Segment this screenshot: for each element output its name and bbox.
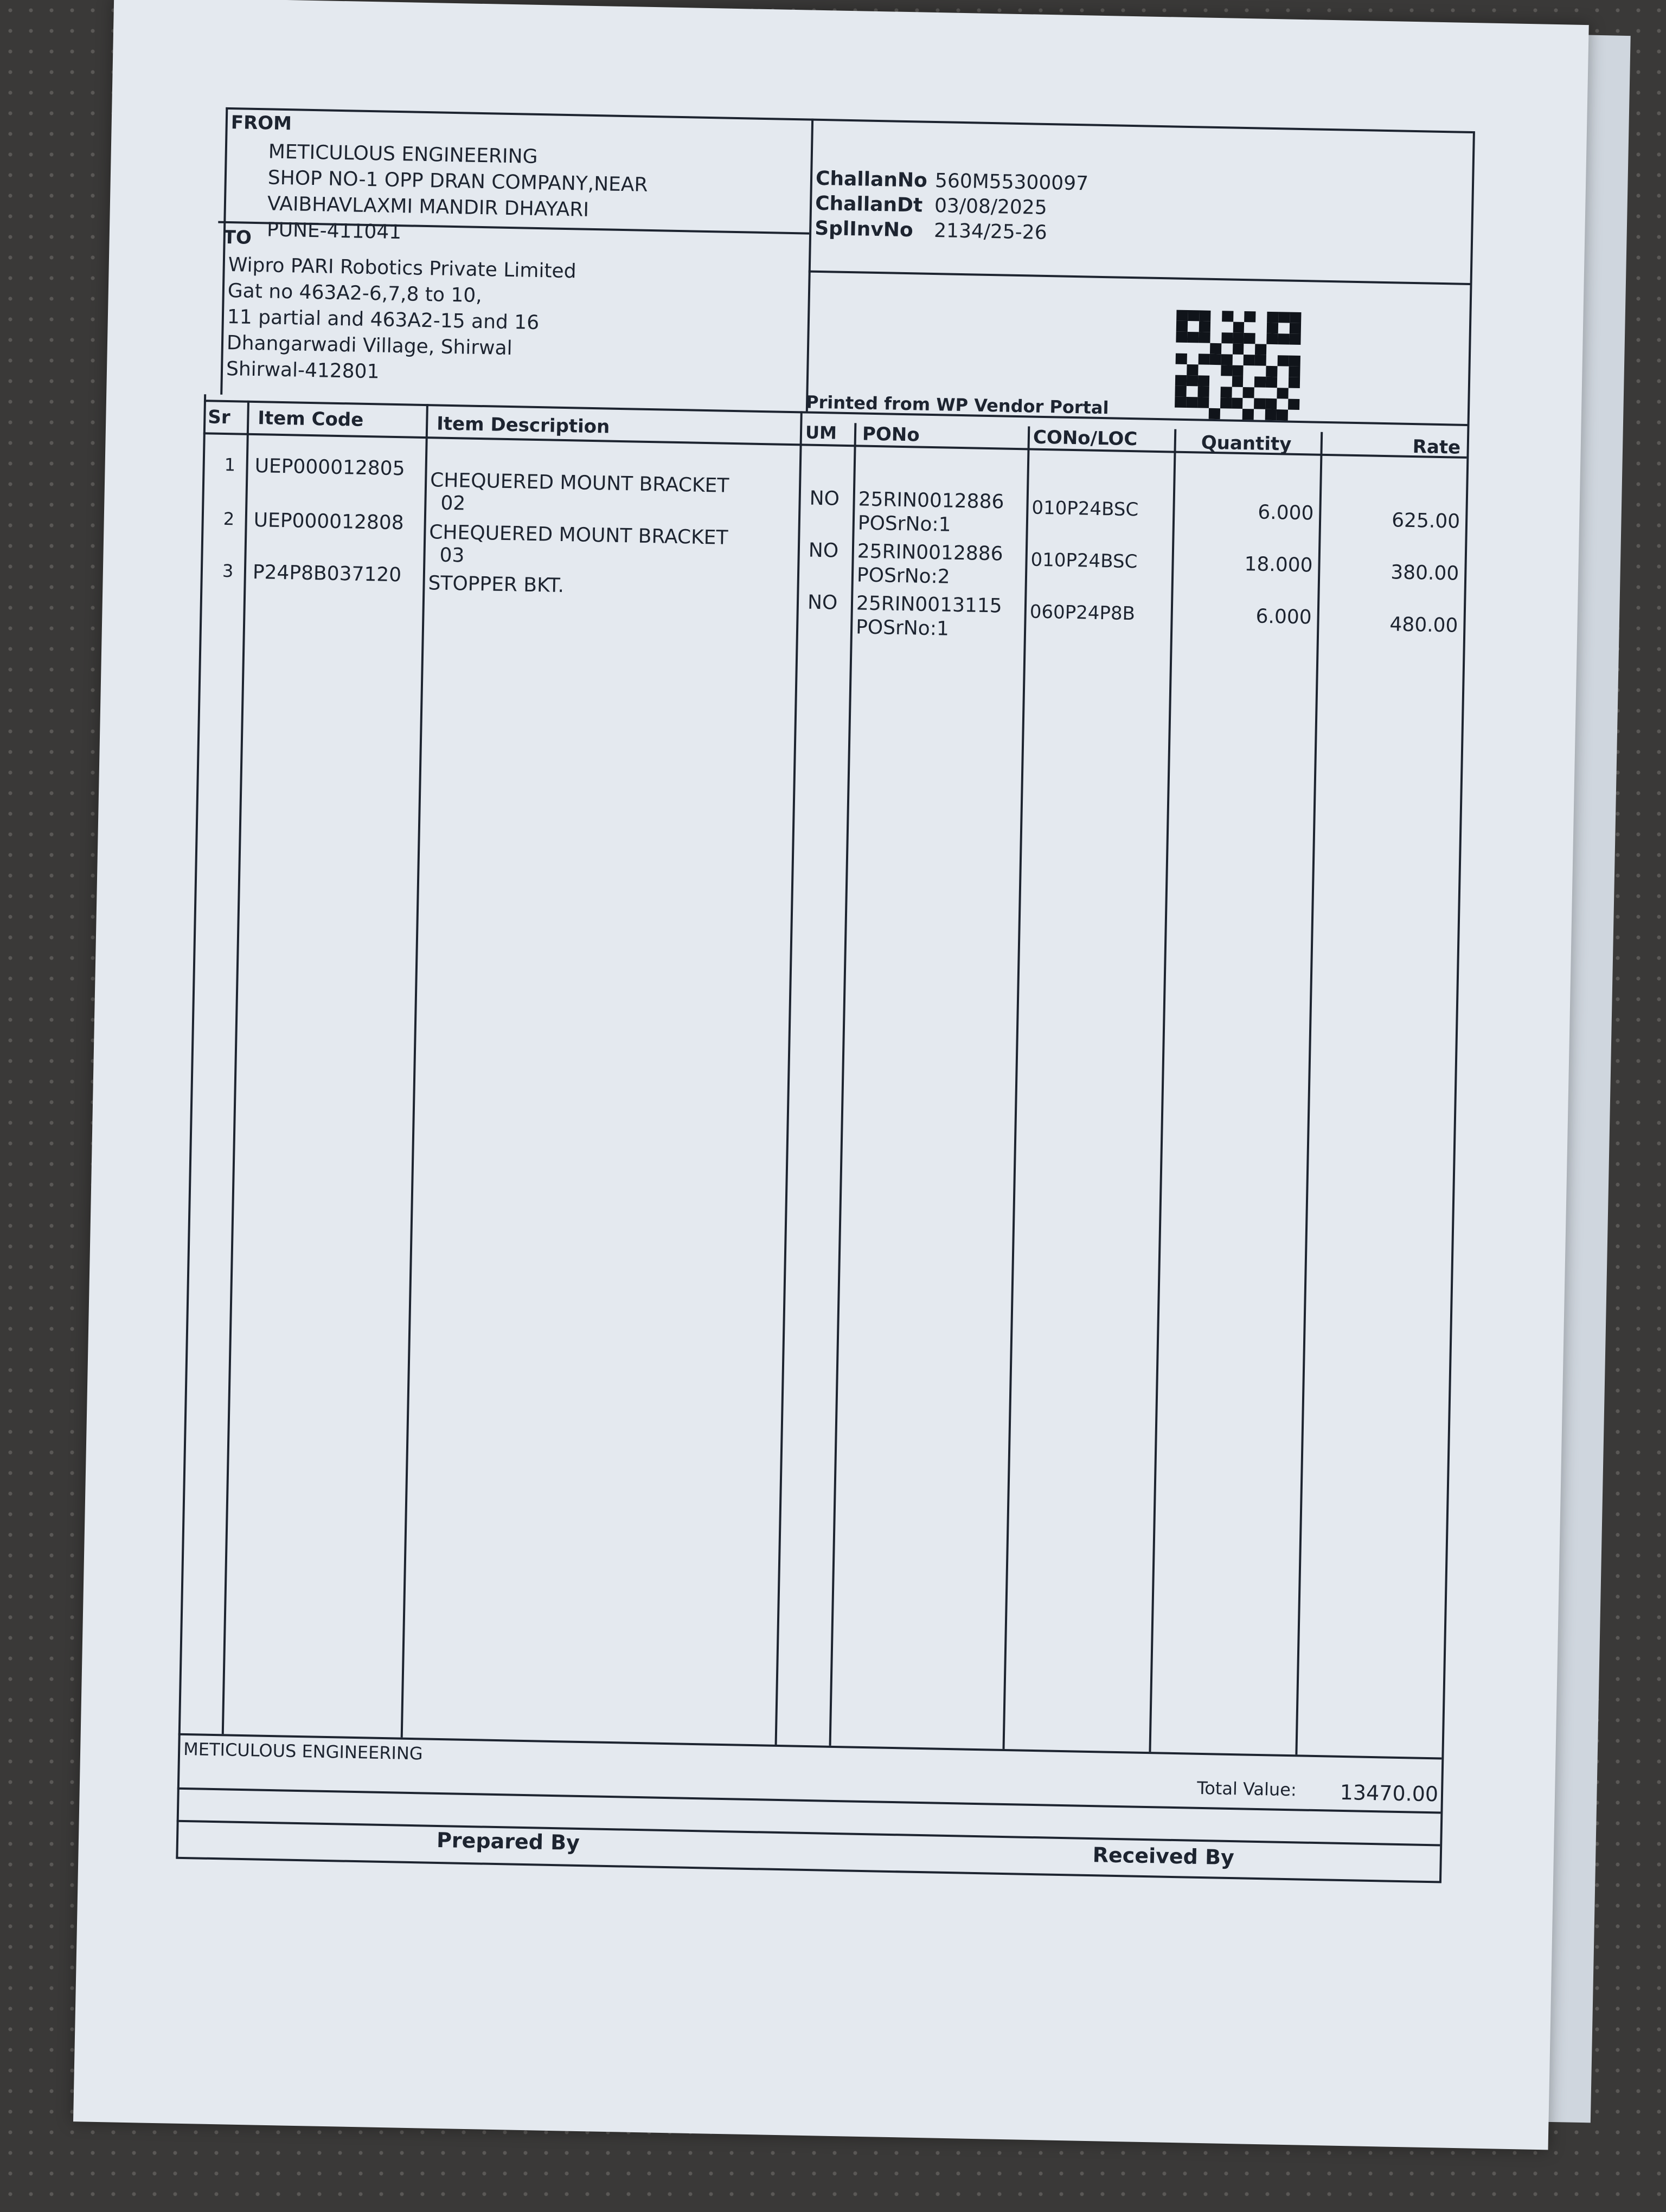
to-address-line2: 11 partial and 463A2-15 and 16 [227, 306, 540, 335]
row-description-line2: 02 [440, 492, 466, 515]
row-cono-loc: 010P24BSC [1030, 549, 1138, 573]
header-divider [806, 119, 813, 411]
top-border [226, 107, 1473, 133]
footer-company-name: METICULOUS ENGINEERING [183, 1738, 424, 1764]
col-header-rate: Rate [1412, 436, 1461, 459]
row-sr: 2 [223, 508, 235, 530]
row-rate: 625.00 [1391, 509, 1460, 533]
row-description-line2: 03 [439, 544, 465, 567]
to-address-line4: Shirwal-412801 [226, 357, 380, 383]
row-pono: 25RIN0013115 [856, 592, 1003, 618]
row-posrno: POSrNo:1 [857, 512, 951, 536]
col-header-sr: Sr [208, 406, 231, 429]
row-item-code: UEP000012808 [253, 509, 405, 535]
col-header-pono: PONo [862, 423, 920, 446]
row-posrno: POSrNo:1 [855, 616, 950, 640]
col-header-um: UM [805, 422, 837, 443]
delivery-challan-sheet [73, 0, 1589, 2150]
row-sr: 1 [224, 454, 236, 475]
row-sr: 3 [222, 560, 234, 582]
row-um: NO [807, 591, 838, 614]
col-header-cono-loc: CONo/LOC [1033, 426, 1138, 451]
challan-no-value: 560M55300097 [934, 170, 1089, 195]
row-cono-loc: 060P24P8B [1029, 601, 1136, 625]
challan-no-label: ChallanNo [815, 167, 928, 192]
challan-date-label: ChallanDt [815, 192, 923, 217]
col-header-item-code: Item Code [257, 407, 364, 431]
challan-date-value: 03/08/2025 [934, 195, 1047, 219]
col-header-item-description: Item Description [436, 413, 610, 438]
row-description: STOPPER BKT. [428, 572, 565, 597]
col-header-quantity: Quantity [1201, 432, 1292, 455]
right-border [1439, 131, 1475, 1882]
challan-form [176, 107, 1522, 1883]
row-item-code: P24P8B037120 [252, 561, 402, 587]
left-border [176, 394, 206, 1858]
row-um: NO [809, 487, 840, 510]
col-line-code [401, 404, 428, 1738]
from-name: METICULOUS ENGINEERING [268, 140, 538, 168]
row-description: CHEQUERED MOUNT BRACKET [429, 521, 728, 549]
col-line-um [829, 423, 857, 1746]
total-value: 13470.00 [1340, 1780, 1439, 1806]
row-cono-loc: 010P24BSC [1031, 497, 1139, 521]
col-line-cono [1149, 429, 1176, 1752]
form-bottom-border [176, 1857, 1441, 1883]
row-item-code: UEP000012805 [254, 455, 405, 480]
signature-row-top [177, 1820, 1440, 1847]
row-pono: 25RIN0012886 [857, 540, 1003, 565]
spl-inv-no-value: 2134/25-26 [933, 220, 1047, 244]
col-line-qty [1295, 432, 1323, 1755]
from-address-line1: SHOP NO-1 OPP DRAN COMPANY,NEAR [267, 166, 648, 196]
row-rate: 480.00 [1389, 613, 1458, 637]
row-quantity: 6.000 [1255, 605, 1312, 629]
received-by-label: Received By [1092, 1843, 1235, 1870]
from-label: FROM [230, 112, 292, 135]
row-quantity: 6.000 [1257, 501, 1314, 525]
row-posrno: POSrNo:2 [856, 564, 951, 588]
spl-inv-no-label: SplInvNo [814, 217, 914, 242]
to-name: Wipro PARI Robotics Private Limited [228, 254, 576, 283]
qr-code [1175, 310, 1302, 421]
to-label: TO [223, 226, 252, 249]
from-address-line3: PUNE-411041 [266, 218, 402, 244]
prepared-by-label: Prepared By [436, 1828, 580, 1855]
to-address-line1: Gat no 463A2-6,7,8 to 10, [227, 280, 483, 307]
row-pono: 25RIN0012886 [858, 488, 1004, 513]
total-value-label: Total Value: [1196, 1777, 1297, 1801]
col-line-sr [222, 401, 249, 1734]
from-address-line2: VAIBHAVLAXMI MANDIR DHAYARI [267, 192, 589, 221]
col-line-pono [1003, 426, 1030, 1749]
row-rate: 380.00 [1390, 561, 1459, 585]
row-quantity: 18.000 [1244, 553, 1313, 577]
col-line-desc [775, 411, 803, 1745]
challan-box-bottom [809, 271, 1470, 285]
row-description: CHEQUERED MOUNT BRACKET [430, 469, 729, 497]
row-um: NO [808, 539, 839, 562]
to-address-line3: Dhangarwadi Village, Shirwal [226, 332, 513, 360]
printed-from-note: Printed from WP Vendor Portal [805, 391, 1109, 419]
